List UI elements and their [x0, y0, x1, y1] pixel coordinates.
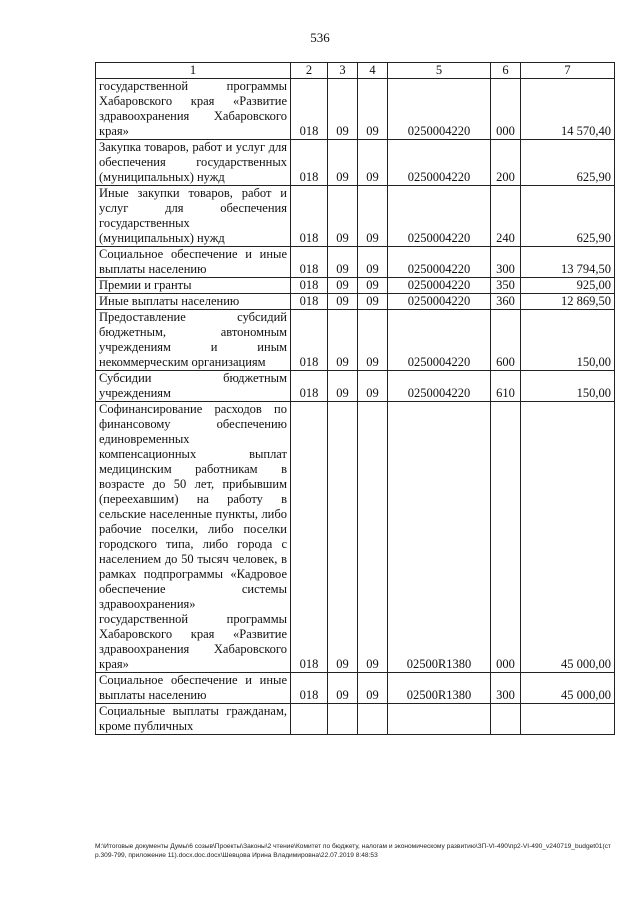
- target-article-cell: [388, 704, 491, 735]
- table-row: [96, 294, 615, 310]
- table-row: [96, 79, 615, 140]
- expense-type-cell: 610: [491, 371, 521, 402]
- expense-type-cell: 000: [491, 79, 521, 140]
- row-name-cell: Субсидии бюджетным учреждениям: [96, 371, 291, 402]
- section-cell: 09: [328, 673, 358, 704]
- target-article-cell: 0250004220: [388, 310, 491, 371]
- amount-cell: 150,00: [521, 371, 615, 402]
- row-name-cell: Социальное обеспечение и иные выплаты населению: [96, 673, 291, 704]
- row-name-cell: Софинансирование расходов по финансовому обеспечению единовременных компенсационных выплат медицинским работникам в возрасте до 50 лет, прибывшим (переехавшим) на работу в сельские населенные пункты, либо рабочие поселки, либо поселки городского типа, либо города с населением до 50 тысяч человек, в рамках подпрограммы «Кадровое обеспечение системы здравоохранения» государственной программы Хабаровского края «Развитие здравоохранения Хабаровского края»: [96, 402, 291, 673]
- target-article-cell: 0250004220: [388, 294, 491, 310]
- subsection-cell: 09: [358, 247, 388, 278]
- expense-type-cell: 360: [491, 294, 521, 310]
- subsection-cell: 09: [358, 140, 388, 186]
- amount-cell: 45 000,00: [521, 402, 615, 673]
- document-path-footer: M:\Итоговые документы Думы\6 созыв\Проекты\Законы\2 чтение\Комитет по бюджету, налогам и экономическому развитию\ЗП-VI-490\пр2-VI-490_v240719_budget01(стр.309-799, приложение 11).docx.doc.docx\Шевцова Ирина Владимировна\22.07.2019 8:48:53: [95, 843, 611, 859]
- table-row: [96, 310, 615, 371]
- expense-type-cell: 240: [491, 186, 521, 247]
- row-name-cell: Закупка товаров, работ и услуг для обеспечения государственных (муниципальных) нужд: [96, 140, 291, 186]
- section-cell: 09: [328, 371, 358, 402]
- table-row: [96, 402, 615, 673]
- target-article-cell: 02500R1380: [388, 402, 491, 673]
- amount-cell: 925,00: [521, 278, 615, 294]
- table-row: [96, 186, 615, 247]
- header-cell: 5: [388, 63, 491, 79]
- subsection-cell: 09: [358, 371, 388, 402]
- subsection-cell: 09: [358, 278, 388, 294]
- expense-type-cell: 350: [491, 278, 521, 294]
- amount-cell: [521, 704, 615, 735]
- kvsr-cell: 018: [291, 371, 328, 402]
- section-cell: 09: [328, 140, 358, 186]
- section-cell: 09: [328, 402, 358, 673]
- subsection-cell: 09: [358, 186, 388, 247]
- subsection-cell: 09: [358, 79, 388, 140]
- section-cell: 09: [328, 186, 358, 247]
- target-article-cell: 0250004220: [388, 140, 491, 186]
- kvsr-cell: 018: [291, 673, 328, 704]
- amount-cell: 625,90: [521, 186, 615, 247]
- budget-table: [95, 62, 615, 735]
- target-article-cell: 0250004220: [388, 371, 491, 402]
- header-cell: 3: [328, 63, 358, 79]
- expense-type-cell: 300: [491, 247, 521, 278]
- section-cell: 09: [328, 278, 358, 294]
- expense-type-cell: 000: [491, 402, 521, 673]
- target-article-cell: 0250004220: [388, 247, 491, 278]
- table-row: [96, 673, 615, 704]
- subsection-cell: 09: [358, 294, 388, 310]
- kvsr-cell: 018: [291, 186, 328, 247]
- table-row: [96, 704, 615, 735]
- header-cell: 7: [521, 63, 615, 79]
- subsection-cell: 09: [358, 673, 388, 704]
- amount-cell: 14 570,40: [521, 79, 615, 140]
- kvsr-cell: [291, 704, 328, 735]
- kvsr-cell: 018: [291, 140, 328, 186]
- expense-type-cell: 600: [491, 310, 521, 371]
- expense-type-cell: [491, 704, 521, 735]
- row-name-cell: государственной программы Хабаровского края «Развитие здравоохранения Хабаровского края»: [96, 79, 291, 140]
- header-row: [96, 63, 615, 79]
- header-cell: 4: [358, 63, 388, 79]
- amount-cell: 625,90: [521, 140, 615, 186]
- kvsr-cell: 018: [291, 402, 328, 673]
- target-article-cell: 0250004220: [388, 186, 491, 247]
- header-cell: 1: [96, 63, 291, 79]
- header-cell: 6: [491, 63, 521, 79]
- amount-cell: 45 000,00: [521, 673, 615, 704]
- table-row: [96, 140, 615, 186]
- row-name-cell: Социальные выплаты гражданам, кроме публичных: [96, 704, 291, 735]
- page-number: 536: [310, 30, 330, 45]
- table-row: [96, 247, 615, 278]
- subsection-cell: 09: [358, 310, 388, 371]
- expense-type-cell: 200: [491, 140, 521, 186]
- target-article-cell: 02500R1380: [388, 673, 491, 704]
- kvsr-cell: 018: [291, 294, 328, 310]
- cut-off-text-fragment: [230, 898, 410, 905]
- section-cell: 09: [328, 79, 358, 140]
- section-cell: 09: [328, 294, 358, 310]
- row-name-cell: Социальное обеспечение и иные выплаты населению: [96, 247, 291, 278]
- row-name-cell: Иные выплаты населению: [96, 294, 291, 310]
- target-article-cell: 0250004220: [388, 278, 491, 294]
- section-cell: 09: [328, 247, 358, 278]
- kvsr-cell: 018: [291, 310, 328, 371]
- row-name-cell: Премии и гранты: [96, 278, 291, 294]
- target-article-cell: 0250004220: [388, 79, 491, 140]
- expense-type-cell: 300: [491, 673, 521, 704]
- amount-cell: 150,00: [521, 310, 615, 371]
- row-name-cell: Предоставление субсидий бюджетным, автономным учреждениям и иным некоммерческим организациям: [96, 310, 291, 371]
- subsection-cell: [358, 704, 388, 735]
- table-row: [96, 371, 615, 402]
- row-name-cell: Иные закупки товаров, работ и услуг для обеспечения государственных (муниципальных) нужд: [96, 186, 291, 247]
- header-cell: 2: [291, 63, 328, 79]
- amount-cell: 12 869,50: [521, 294, 615, 310]
- kvsr-cell: 018: [291, 247, 328, 278]
- kvsr-cell: 018: [291, 79, 328, 140]
- kvsr-cell: 018: [291, 278, 328, 294]
- table-row: [96, 278, 615, 294]
- amount-cell: 13 794,50: [521, 247, 615, 278]
- section-cell: [328, 704, 358, 735]
- subsection-cell: 09: [358, 402, 388, 673]
- section-cell: 09: [328, 310, 358, 371]
